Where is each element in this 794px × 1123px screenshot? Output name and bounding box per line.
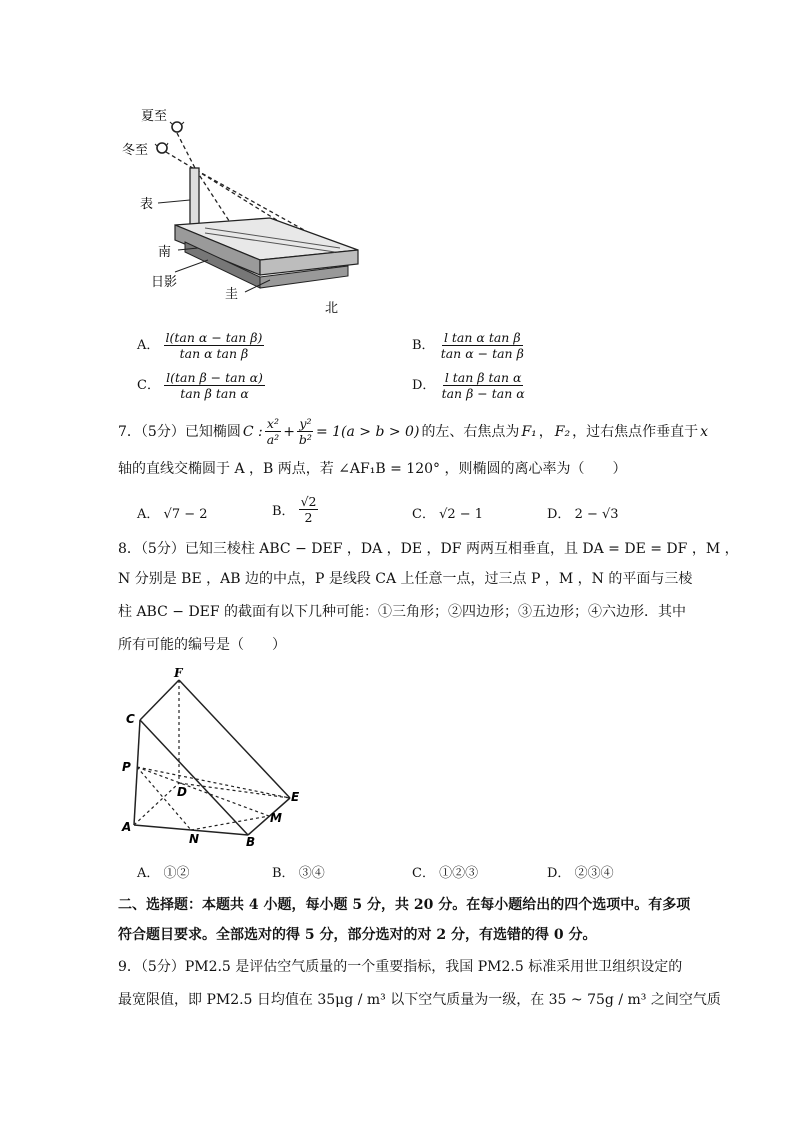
option-letter: C． <box>412 866 435 881</box>
option-text: √7 − 2 <box>163 507 208 522</box>
option-text: ②③④ <box>574 866 614 881</box>
x-fraction <box>265 416 281 447</box>
option-text: ①② <box>163 866 190 881</box>
option-letter: D． <box>547 507 571 522</box>
fraction-numerator: l tan β tan α <box>444 370 522 385</box>
q6-option-c <box>137 370 265 401</box>
q6-option-a <box>137 330 264 361</box>
option-letter: B． <box>272 504 295 519</box>
option-letter: B． <box>272 866 295 881</box>
fraction-denominator: tan β − tan α <box>441 386 525 401</box>
focus-f2: F₂ <box>554 423 571 440</box>
fraction-denominator: 2 <box>304 510 313 525</box>
q6-option-d <box>412 370 527 401</box>
q7-line-2: 轴的直线交椭圆于 A ，B 两点，若 ∠AF₁B = 120° ，则椭圆的离心率为（ ） <box>118 461 627 477</box>
focus-f1: F₁ <box>521 423 537 440</box>
q8-option-b <box>272 862 325 881</box>
vertex-label-a: A <box>122 820 132 834</box>
x-denominator: a² <box>266 432 280 447</box>
plus-sign: + <box>283 423 295 440</box>
x-variable: x <box>700 423 708 440</box>
option-letter: B． <box>412 338 435 353</box>
option-text: ①②③ <box>439 866 479 881</box>
vertex-label-f: F <box>174 666 183 680</box>
q8-line-4: 所有可能的编号是（ ） <box>118 637 286 653</box>
fraction-denominator: tan α − tan β <box>440 346 524 361</box>
option-fraction <box>164 330 265 361</box>
option-letter: A． <box>137 866 160 881</box>
q7-option-b <box>272 494 318 525</box>
equation-rest: = 1(a > b > 0) <box>315 423 420 440</box>
q7-option-c <box>412 503 483 522</box>
q8-option-a <box>137 862 190 881</box>
summer-sun-icon <box>172 122 182 132</box>
y-numerator: y² <box>299 416 312 431</box>
option-fraction <box>164 370 265 401</box>
option-letter: D． <box>412 378 436 393</box>
label-winter-solstice: 冬至 <box>122 143 149 158</box>
q6-option-b <box>412 330 526 361</box>
q8-line-1: 8．（5分）已知三棱柱 ABC − DEF ，DA ，DE ，DF 两两互相垂直，且 DA = DE = DF ，M ， <box>118 541 739 557</box>
label-north: 北 <box>325 301 339 316</box>
option-letter: C． <box>137 378 160 393</box>
option-text: ③④ <box>298 866 325 881</box>
option-letter: C． <box>412 507 435 522</box>
option-text: 2 − √3 <box>574 507 619 522</box>
option-letter: A． <box>137 338 160 353</box>
fraction-numerator: l(tan α − tan β) <box>165 330 263 345</box>
q7-option-d <box>547 503 619 522</box>
fraction-denominator: tan β tan α <box>180 386 249 401</box>
vertex-label-c: C <box>126 712 135 726</box>
q8-option-d <box>547 862 614 881</box>
q7-stem-b: 的左、右焦点为 <box>421 423 520 440</box>
ellipse-name: C : <box>242 423 263 440</box>
q8-line-2: N 分别是 BE ，AB 边的中点，P 是线段 CA 上任意一点，过三点 P ，M ，N 的平面与三棱 <box>118 571 693 587</box>
option-letter: D． <box>547 866 571 881</box>
vertex-label-d: D <box>177 785 187 799</box>
q9-line-2: 最宽限值，即 PM2.5 日均值在 35μg / m³ 以下空气质量为一级，在 35 ~ 75g / m³ 之间空气质 <box>118 992 721 1008</box>
label-summer-solstice: 夏至 <box>141 109 168 124</box>
option-fraction <box>439 330 526 361</box>
option-letter: A． <box>137 507 160 522</box>
point-label-n: N <box>189 832 200 846</box>
fraction-numerator: l tan α tan β <box>443 330 521 345</box>
section-2-heading-line-1: 二、选择题：本题共 4 小题，每小题 5 分，共 20 分。在每小题给出的四个选项中。有多项 <box>118 897 691 913</box>
y-denominator: b² <box>298 432 312 447</box>
q7-option-a <box>137 503 208 522</box>
prism-figure <box>110 665 320 855</box>
comma: ， <box>538 423 553 440</box>
vertex-label-b: B <box>246 835 256 849</box>
q8-line-3: 柱 ABC − DEF 的截面有以下几种可能：①三角形；②四边形；③五边形；④六边形．其中 <box>118 604 687 620</box>
x-numerator: x² <box>266 416 279 431</box>
option-fraction <box>440 370 527 401</box>
q9-line-1: 9．（5分）PM2.5 是评估空气质量的一个重要指标，我国 PM2.5 标准采用世卫组织设定的 <box>118 959 683 975</box>
q7-stem-c: ，过右焦点作垂直于 <box>572 423 699 440</box>
section-2-heading-line-2: 符合题目要求。全部选对的得 5 分，部分选对的对 2 分，有选错的得 0 分。 <box>118 927 597 943</box>
label-shadow: 日影 <box>151 275 178 290</box>
option-fraction <box>299 494 319 525</box>
fraction-numerator: l(tan β − tan α) <box>166 370 263 385</box>
fraction-numerator: √2 <box>300 494 317 509</box>
y-fraction <box>297 416 314 447</box>
q7-stem-a: 7．（5分）已知椭圆 <box>118 423 241 440</box>
q8-option-c <box>412 862 478 881</box>
gnomon-figure <box>110 100 370 320</box>
point-label-m: M <box>270 811 282 825</box>
winter-sun-icon <box>157 143 167 153</box>
point-label-p: P <box>122 760 131 774</box>
label-south: 南 <box>158 245 172 260</box>
fraction-denominator: tan α tan β <box>179 346 249 361</box>
q7-line-1 <box>118 416 708 447</box>
vertex-label-e: E <box>291 790 300 804</box>
label-gnomon: 表 <box>140 197 154 212</box>
option-text: √2 − 1 <box>439 507 484 522</box>
label-gui: 圭 <box>225 287 239 302</box>
